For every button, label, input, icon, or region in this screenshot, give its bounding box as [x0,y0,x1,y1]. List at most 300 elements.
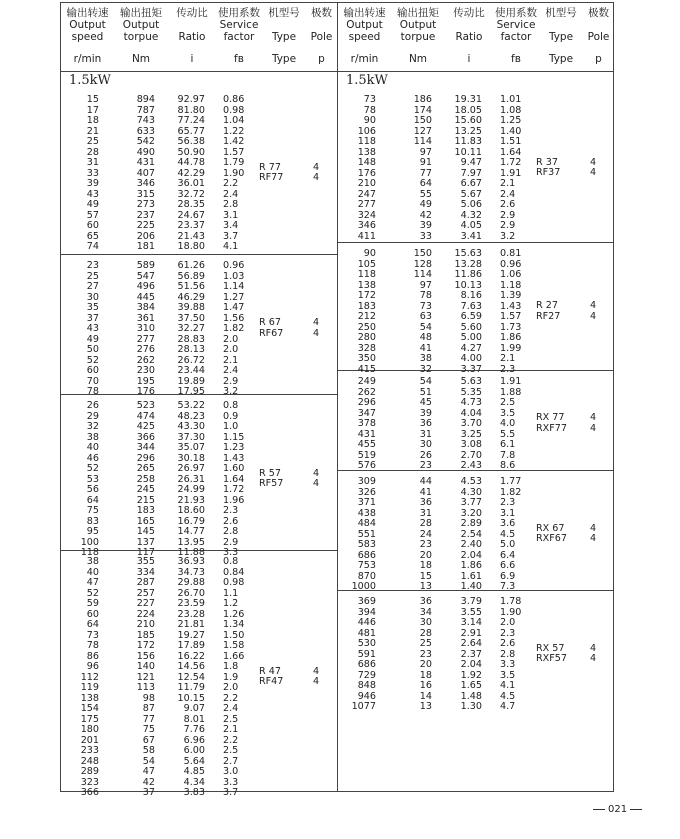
torque-value: 181 [136,241,155,252]
speed-value: 73 [363,94,376,105]
ratio-value: 24.99 [177,484,205,495]
table-row [338,702,548,713]
service-factor-value: 2.6 [223,515,239,527]
table-row [61,366,271,377]
ratio-value: 77.24 [177,115,205,126]
speed-value: 60 [86,220,99,231]
torque-value: 18 [419,560,432,571]
ratio-value: 3.55 [460,606,482,618]
group-rows [338,95,548,242]
speed-value: 411 [357,230,376,242]
type-header [262,7,306,43]
motor-power-label: 1.5kW [346,73,388,88]
ratio-value: 4.85 [183,766,205,777]
table-row [338,377,548,388]
table-row [338,519,548,530]
torque-value: 185 [136,629,155,641]
model-type-label: RX 77 [536,412,565,424]
service-factor-value: 2.0 [223,682,239,693]
torque-value: 258 [136,473,155,485]
model-type-label: RXF57 [536,653,567,665]
torque-value: 20 [419,659,432,670]
speed-value: 324 [357,209,376,221]
ratio-value: 65.77 [177,125,205,137]
torque-value: 523 [136,400,155,411]
torque-value: 28 [419,627,432,639]
torque-value: 36 [419,596,432,607]
torque-value: 34 [419,606,432,618]
service-factor-value: 1.60 [223,463,245,474]
speed-value: 119 [80,682,99,693]
speed-value: 27 [86,281,99,292]
speed-value: 176 [357,167,376,179]
speed-value: 31 [86,157,99,168]
torque-value: 589 [136,260,155,271]
torque-value: 273 [136,199,155,210]
ratio-value: 17.89 [177,640,205,651]
table-row [338,116,548,127]
torque-value: 114 [413,136,432,147]
speed-value: 576 [357,460,376,471]
ratio-header-line: 传动比 [176,7,208,19]
service-factor-value: 1.34 [223,619,245,630]
torque-value: 97 [419,279,432,291]
service-factor-value: 0.86 [223,94,245,105]
speed-value: 530 [357,638,376,649]
torque-value: 165 [136,515,155,527]
ratio-header-line: 传动比 [453,7,485,19]
table-row [338,477,548,488]
table-row [338,95,548,106]
pole-count-label: 4 [313,478,320,490]
speed-unit: r/min [73,53,102,65]
service-factor-value: 6.1 [500,439,516,450]
table-row [338,419,548,430]
ratio-value: 5.06 [460,199,482,210]
model-group [61,255,337,395]
group-rows [338,597,548,713]
torque-value: 137 [136,536,155,548]
torque-value: 24 [419,528,432,540]
service-factor-value: 0.81 [500,248,522,259]
torque-value: 42 [142,776,155,788]
torque-value: 150 [413,115,432,126]
speed-value: 138 [80,692,99,704]
service-factor-value: 2.9 [223,375,239,387]
model-type-label: RF47 [259,676,284,688]
speed-value: 172 [357,290,376,301]
pole-count-label: 4 [313,467,320,479]
torque-value: 44 [419,476,432,487]
torque-value: 445 [136,291,155,303]
ratio-value: 81.80 [177,104,205,116]
service-factor-value: 1.27 [223,291,245,303]
ratio-value: 7.76 [183,724,205,735]
service-factor-value: 3.4 [223,220,239,231]
ratio-value: 23.37 [177,220,205,231]
torque-value: 186 [413,94,432,105]
service-factor-value: 1.39 [500,290,522,301]
service-factor-value: 1.04 [223,115,245,126]
model-type-label: RF67 [259,327,284,339]
model-type-label: RF77 [259,172,284,184]
torque-header-line: 输出扭矩 [397,7,439,19]
service-factor-value: 3.3 [223,776,239,788]
torque-value: 633 [136,125,155,137]
speed-value: 105 [357,258,376,270]
torque-header-line: Output [399,19,437,31]
table-row [338,618,548,629]
service-factor-value: 0.96 [223,260,245,271]
ratio-value: 3.37 [460,363,482,375]
speed-value: 247 [357,188,376,200]
torque-value: 20 [419,549,432,561]
torque-value: 224 [136,608,155,620]
ratio-value: 4.32 [460,209,482,221]
service-factor-value: 1.06 [500,269,522,280]
pole-header-line: 极数 [588,7,609,19]
speed-value: 56 [86,484,99,495]
service-factor-value: 1.43 [500,300,522,312]
table-row [338,440,548,451]
type-header-line: Type [548,31,574,43]
table-row [61,557,271,568]
service-factor-value: 2.0 [500,617,516,628]
ratio-value: 1.65 [460,680,482,691]
service-factor-value: 1.43 [223,452,245,464]
speed-value: 37 [86,312,99,324]
type-header [539,7,583,43]
service-factor-value: 1.18 [500,279,522,291]
ratio-value: 28.83 [177,333,205,345]
pole-count-label: 4 [590,642,597,654]
torque-value: 78 [419,290,432,301]
torque-value: 87 [142,703,155,714]
service-factor-value: 1.78 [500,596,522,607]
speed-value: 309 [357,476,376,487]
ratio-value: 7.63 [460,300,482,312]
service-factor-value: 3.7 [223,787,239,798]
speed-value: 95 [86,526,99,537]
torque-value: 172 [136,640,155,651]
table-row [338,498,548,509]
table-row [61,641,271,652]
service-factor-unit: fв [511,53,521,65]
torque-unit: Nm [131,53,151,65]
service-factor-value: 0.98 [223,577,245,588]
service-factor-header-line: factor [500,31,532,43]
ratio-value: 18.60 [177,505,205,516]
table-row [338,270,548,281]
speed-value: 438 [357,507,376,519]
ratio-unit: i [190,53,194,65]
torque-value: 355 [136,556,155,567]
table-row [338,540,548,551]
ratio-value: 9.47 [460,157,482,168]
torque-value: 75 [142,724,155,735]
pole-count-label: 4 [313,676,320,688]
table-row [61,221,271,232]
service-factor-value: 2.6 [500,638,516,649]
ratio-value: 56.38 [177,136,205,147]
service-factor-value: 2.9 [223,536,239,548]
table-row [61,95,271,106]
type-header-line: 机型号 [268,7,300,19]
page-number [590,804,645,815]
speed-value: 394 [357,606,376,618]
table-row [61,242,271,253]
speed-value: 183 [357,300,376,312]
table-row [61,401,271,412]
service-factor-value: 5.5 [500,428,516,440]
torque-value: 97 [419,146,432,158]
service-factor-value: 1.22 [223,125,245,137]
service-factor-value: 2.6 [500,199,516,210]
service-factor-value: 2.1 [223,354,239,366]
speed-value: 96 [86,661,99,672]
speed-value: 35 [86,302,99,313]
torque-value: 127 [413,125,432,137]
speed-value: 484 [357,518,376,529]
service-factor-value: 2.1 [500,178,516,189]
service-factor-value: 1.9 [223,671,239,683]
speed-value: 870 [357,570,376,582]
group-rows [61,95,271,253]
speed-value: 431 [357,428,376,440]
ratio-value: 44.78 [177,157,205,168]
speed-value: 138 [357,279,376,291]
torque-header [391,7,445,43]
service-factor-value: 1.0 [223,421,239,432]
ratio-value: 2.04 [460,549,482,561]
speed-value: 73 [86,629,99,641]
torque-value: 344 [136,442,155,453]
speed-value: 64 [86,619,99,630]
speed-value: 154 [80,703,99,714]
speed-value: 250 [357,321,376,333]
service-factor-value: 6.6 [500,560,516,571]
speed-value: 350 [357,353,376,364]
speed-value: 118 [357,269,376,280]
service-factor-value: 1.23 [223,442,245,453]
torque-value: 277 [136,333,155,345]
ratio-value: 4.04 [460,407,482,419]
torque-value: 237 [136,209,155,221]
torque-value: 67 [142,734,155,746]
torque-value: 128 [413,258,432,270]
ratio-value: 3.20 [460,507,482,519]
table-row [61,725,271,736]
torque-value: 58 [142,745,155,756]
ratio-value: 6.67 [460,178,482,189]
torque-value: 262 [136,354,155,366]
speed-header [61,7,114,43]
torque-value: 36 [419,497,432,508]
ratio-value: 36.93 [177,556,205,567]
speed-value: 100 [80,536,99,548]
torque-value: 15 [419,570,432,582]
left-table-half [61,3,337,798]
ratio-value: 34.73 [177,566,205,578]
pole-header-line: 极数 [311,7,332,19]
service-factor-value: 1.73 [500,321,522,333]
ratio-value: 10.15 [177,692,205,704]
service-factor-value: 1.64 [223,473,245,485]
torque-value: 13 [419,581,432,592]
service-factor-value: 1.99 [500,342,522,354]
ratio-value: 2.40 [460,539,482,550]
torque-value: 114 [413,269,432,280]
speed-value: 25 [86,270,99,282]
torque-value: 787 [136,104,155,116]
table-row [338,333,548,344]
speed-value: 180 [80,724,99,735]
speed-header-line: speed [348,31,381,43]
group-rows [338,377,548,472]
ratio-value: 19.89 [177,375,205,387]
ratio-value: 14.77 [177,526,205,537]
rating-table [60,2,614,798]
speed-value: 280 [357,332,376,343]
ratio-value: 10.13 [454,279,482,291]
speed-value: 64 [86,494,99,506]
speed-value: 175 [80,713,99,725]
torque-value: 23 [419,460,432,471]
ratio-value: 4.73 [460,397,482,408]
table-row [338,249,548,260]
ratio-value: 17.95 [177,386,205,397]
ratio-value: 92.97 [177,94,205,105]
speed-value: 30 [86,291,99,303]
speed-value: 112 [80,671,99,683]
speed-value: 369 [357,596,376,607]
service-factor-value: 1.82 [500,486,522,498]
ratio-value: 16.22 [177,650,205,662]
pole-count-label: 4 [313,327,320,339]
model-group [61,395,337,558]
ratio-value: 10.11 [454,146,482,158]
service-factor-value: 8.6 [500,460,516,471]
speed-value: 70 [86,375,99,387]
torque-value: 77 [142,713,155,725]
torque-value: 23 [419,539,432,550]
service-factor-value: 0.96 [500,258,522,270]
torque-value: 48 [419,332,432,343]
speed-value: 277 [357,199,376,210]
service-factor-value: 2.9 [500,220,516,231]
speed-value: 248 [80,755,99,767]
table-row [61,620,271,631]
speed-value: 78 [86,386,99,397]
model-group [338,471,614,591]
speed-value: 686 [357,659,376,670]
torque-value: 30 [419,439,432,450]
ratio-value: 1.86 [460,560,482,571]
model-type-label: RXF67 [536,533,567,545]
service-factor-value: 0.9 [223,410,239,422]
ratio-unit: i [467,53,471,65]
speed-value: 43 [86,188,99,200]
service-factor-value: 2.8 [500,648,516,660]
table-row [338,461,548,472]
model-type-label: R 77 [259,161,281,173]
torque-value: 39 [419,407,432,419]
speed-value: 519 [357,449,376,461]
service-factor-value: 2.8 [223,199,239,210]
ratio-value: 35.07 [177,442,205,453]
ratio-value: 23.28 [177,608,205,620]
ratio-value: 32.27 [177,323,205,334]
ratio-value: 39.88 [177,302,205,313]
table-row [338,561,548,572]
service-factor-value: 1.72 [500,157,522,168]
ratio-value: 18.05 [454,104,482,116]
table-row [338,681,548,692]
table-row [61,746,271,757]
service-factor-value: 1.82 [223,323,245,334]
ratio-value: 4.53 [460,476,482,487]
service-factor-value: 3.0 [223,766,239,777]
service-factor-value: 2.2 [223,734,239,746]
table-row [61,767,271,778]
service-factor-value: 3.7 [223,230,239,242]
service-factor-value: 3.3 [223,547,239,558]
ratio-value: 2.89 [460,518,482,529]
speed-value: 21 [86,125,99,137]
model-type-label: R 57 [259,467,281,479]
torque-value: 215 [136,494,155,506]
ratio-value: 13.28 [454,258,482,270]
model-group [338,371,614,471]
speed-value: 26 [86,400,99,411]
model-group [338,243,614,375]
ratio-value: 56.89 [177,270,205,282]
torque-value: 26 [419,449,432,461]
speed-value: 323 [80,776,99,788]
service-factor-value: 1.50 [223,629,245,641]
ratio-value: 5.35 [460,386,482,398]
ratio-value: 1.48 [460,690,482,702]
torque-value: 38 [419,353,432,364]
speed-header-line: Output [69,19,106,31]
service-factor-value: 2.3 [500,627,516,639]
service-factor-value: 2.4 [223,703,239,714]
ratio-value: 5.67 [460,188,482,200]
speed-value: 52 [86,587,99,599]
service-factor-unit: fв [234,53,244,65]
service-factor-value: 4.1 [500,680,516,691]
table-row [338,232,548,243]
torque-value: 296 [136,452,155,464]
torque-value: 98 [142,692,155,704]
torque-value: 276 [136,344,155,355]
service-factor-header-line: Service [496,19,536,31]
torque-value: 30 [419,617,432,628]
ratio-value: 2.54 [460,528,482,540]
ratio-value: 2.43 [460,460,482,471]
ratio-value: 2.70 [460,449,482,461]
ratio-value: 2.64 [460,638,482,649]
table-row [61,200,271,211]
pole-unit: p [595,53,602,65]
service-factor-value: 1.51 [500,136,522,147]
pole-count-label: 4 [590,533,597,545]
speed-value: 1000 [351,581,376,592]
torque-value: 18 [419,669,432,681]
service-factor-value: 2.0 [223,333,239,345]
pole-count-label: 4 [590,653,597,665]
speed-value: 415 [357,363,376,375]
